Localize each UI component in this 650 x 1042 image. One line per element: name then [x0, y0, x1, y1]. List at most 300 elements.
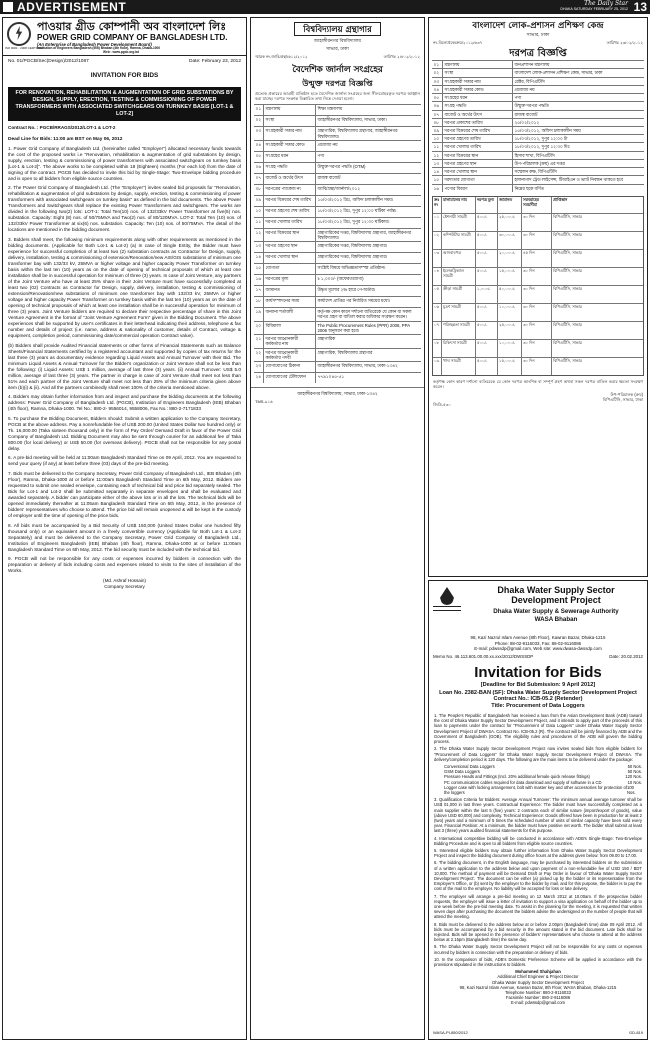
dwasa-paragraph: 7. The employer will arrange a pre-bid meeting on 12 March 2012 at 10.00am. If the prospective bidder requests, the employer will issue a letter of invitation to support a visa application on behalf of the bidder up to one week before the pre-bid meeting date. To assist in the planning for the meeting, it is requested that written seven days after purchasing the document the bidders advise the undersigned on the number of people that will attend the meeting.: [434, 893, 642, 920]
row-value: হিসাব শাখা, বিপিএটিসি: [512, 152, 644, 159]
row-label: বাজেট ও অর্থের উৎস: [442, 111, 512, 118]
dwasa-signature-name: Mohammed Shahjahan: [515, 969, 561, 975]
pgcb-body: [3, 143, 246, 590]
water-drop-logo-icon: [433, 587, 461, 611]
row-value: হালনাগাদ ট্রেড লাইসেন্স, টিআইএন ও ভ্যাট নিবন্ধন থাকতে হবে: [512, 176, 644, 183]
row-label: পণ্যের বিবরণ: [442, 185, 512, 192]
row-label: সংগ্রহকারী সত্তার নাম: [442, 78, 512, 85]
table-row: [432, 77, 644, 85]
table-row: [254, 184, 421, 195]
dwasa-bhaban: WASA Bhaban: [534, 616, 578, 623]
pgcb-banner: FOR RENOVATION, REHABILITATION & AUGMENTATION OF GRID SUBSTATIONS BY DESIGN, SUPPLY, ERECTION, TESTING & COMMISSIONING OF POWER TRANSFORMERS WITH ASSOCIATED SWITCHGEARS ON TURNKEY BASIS [LOT-1 & LOT-2]: [8, 87, 241, 122]
row-label: দরদাতার যোগ্যতা: [442, 176, 512, 183]
row-number: ১৭: [255, 287, 262, 293]
table-row: [432, 142, 644, 150]
row-value: কার্যাদেশ প্রাপ্তির পর নির্ধারিত সময়ের মধ্যে।: [315, 297, 421, 307]
page-number: 13: [633, 0, 647, 14]
pgcb-website: Web : www.pgcb.org.bd: [103, 50, 140, 54]
row-value: রাজস্ব বাজেট: [315, 174, 421, 184]
pgcb-paragraph: 2. The Power Grid Company of Bangladesh Ltd. (The "Employer") invites sealed bid proposals for "Renovation, rehabilitation & augmentation of grid substations by design, supply, erection, testing & commissioning of power transformers with associated switchgears on turnkey basis" as defined in the bid documents. The above Power Transformers and Switchgears shall replace the existing Power Transformers and switchgears. The works are divided in the following two(2) lots: LOT-1: Total Ten(10) nos. of 132/33kV Power Transformer at five(5) nos. substation. Capacity: Eight (8) nos. of 50/75MVA and Two(2) nos. of 80/120MVA. LOT-2: Total Ten (10) nos. of 132/33kV Power Transformer at six(6) nos. substation. Capacity: Ten (10) nos. of 50/75MVA. The detail of the locations are mentioned in the bidding document.: [8, 185, 241, 233]
column-header: জামানত: [497, 197, 521, 213]
item-name: Pressure Heads and Fittings (Incl. 20% additional female quick release fittings): [444, 774, 590, 780]
row-label: দরপত্র প্রকাশের তারিখ: [442, 119, 512, 126]
bpatc-signature: [429, 392, 647, 402]
table-cell: ৩০,০০০/-: [497, 232, 521, 249]
dwasa-items-list: [444, 764, 642, 795]
row-value: ১৮/০৩/২০১২, দুপুর ১২:০০ টা: [512, 135, 644, 142]
pgcb-paragraph: 7. Bids must be delivered to the Company Secretary, Power Grid Company of Bangladesh Ltd., IEB Bhaban (4th Floor), Ramna, Dhaka-1000 at or before 11:00am Bangladesh Standard Time on 6th May, 2012. Bidders are requested to submit one sealed envelope, containing each of technical bid and price bid separately sealed. The Bids for Lot-1 and Lot-2 shall be submitted separately in separate envelopes and shall be evaluated and awarded separately. A bidder can participate either of the above lots or in all the lots. The technical bids will be opened immediately thereafter at 11:05am Bangladesh Standard Time on 6th May, 2012, in the presence of bidders' representatives who choose to attend. The price bid will remain unopened & will be kept in the custody of employer until the time of opening of the price bids.: [8, 470, 241, 518]
row-number: ১০: [255, 207, 262, 213]
row-value: গ্রন্থাগারিক, বিশ্ববিদ্যালয় গ্রন্থাগার, জাহাঙ্গীরনগর বিশ্ববিদ্যালয়।: [315, 127, 421, 139]
table-row: [432, 110, 644, 118]
table-cell: খাদ্য সামগ্রী: [441, 358, 475, 375]
table-row: [254, 140, 421, 151]
dwasa-deadline: [Deadline for Bid Submission: 9 April 2012]: [480, 681, 596, 688]
table-cell: ২৫,০০০/-: [497, 214, 521, 231]
dwasa-paragraph: 8. Bids must be delivered to the address below at or before 2.00pm (Bangladesh time) date 09 April 2012. All bids must be accompanied by a bid security in the amount stated in the bid document. Late bids shall be rejected. Bids will be opened in the presence of bidders' representatives who choose to attend at the address below at 2.15pm (Bangladesh time) the same day.: [434, 921, 642, 943]
row-value: বাংলাদেশ লোক-প্রশাসন প্রশিক্ষণ কেন্দ্র, সাভার, ঢাকা: [512, 69, 644, 76]
bpatc-advertisement: [428, 17, 648, 577]
row-label: জামানত: [263, 286, 315, 296]
dwasa-memo: Memo No. 46.113.601.00.00.xx.xxx/2012/DWSSDP: [433, 654, 534, 660]
table-cell: ইলেকট্রিক্যাল সামগ্রী: [441, 268, 475, 285]
bpatc-meta: [429, 38, 647, 46]
item-name: PC communication cables required for data download and supply of software in a CD: [444, 779, 602, 785]
dwasa-signature-email: E-mail: pdwssdp@gmail.com: [510, 1000, 566, 1006]
university-footer: জাহাঙ্গীরনগর বিশ্ববিদ্যালয়, সাভার, ঢাকা-১৩৪২: [251, 387, 424, 399]
dwasa-loan: Loan No. 2382-BAN (SF): Dhaka Water Supply Sector Development Project: [439, 689, 637, 696]
row-number: ১৪: [255, 254, 262, 260]
table-cell: ৫০০/-: [475, 358, 497, 375]
pgcb-name-english: POWER GRID COMPANY OF BANGLADESH LTD.: [37, 33, 228, 42]
dwasa-signature-org: Dhaka Water Supply Sector Development Project: [492, 979, 584, 985]
university-address-1: জাহাঙ্গীরনগর বিশ্ববিদ্যালয়: [313, 38, 362, 44]
row-label: মন্ত্রণালয়: [442, 61, 512, 68]
row-number: ০৮: [433, 119, 440, 125]
row-value: ২৫/০২/২০১২: [512, 119, 644, 126]
university-subtitle: উন্মুক্ত দরপত্র বিজ্ঞপ্তি: [302, 78, 373, 89]
pgcb-signature-title: Company Secretary: [104, 584, 145, 589]
row-value: গ্রন্থাগারিক: [315, 335, 421, 347]
university-ad-code: TMS-৯১৬: [255, 399, 273, 405]
row-label: দরপত্র গ্রহণের তারিখ: [442, 135, 512, 142]
bpatc-date: তারিখঃ ২৩/০২/২০১২: [606, 40, 643, 46]
row-value: উপ-পরিচালক (ক্রয়) এর দপ্তর: [512, 160, 644, 167]
row-number: ০৬: [433, 103, 440, 109]
university-meta: [251, 51, 424, 60]
page-header: [0, 0, 650, 14]
row-number: ১৫: [255, 265, 262, 271]
row-number: ১৩: [255, 243, 262, 249]
row-value: প্রযোজ্য নয়: [512, 86, 644, 93]
table-cell: ০৪: [434, 267, 440, 273]
dwasa-paragraph: 3. Qualification Criteria for Bidders: Average Annual Turnover: The minimum annual average turnover shall be US$ 01,000 in last three years. Contractual Experience: The bidder must have successfully completed as a main supplier within the last 5 (five) years: 2 contracts each of similar nature (import/export of goods), value (above USD 60,000) and complexity. Technical Experience: Goods offered have been in production for at least 2 (two) years and a minimum of 5 times the scheduled number of units of similar capacity have been sold every year. Financial Position: At a minimum, the bidder must have positive net worth. The bidder shall submit at least last 3 (three) years audited financial statements for this purpose.: [434, 797, 642, 834]
row-label: যোগ্যতা: [263, 264, 315, 274]
table-row: [433, 357, 643, 375]
table-row: [432, 126, 644, 134]
row-label: দরপত্র খোলার তারিখ: [263, 218, 315, 228]
row-value: ১৮/০৩/২০১২ খ্রিঃ, দুপুর ১২:০০ ঘটিকা পর্যন্ত।: [315, 207, 421, 217]
dwasa-project-name: Dhaka Water Supply Sector Development Project: [497, 585, 615, 606]
dwasa-signature-phone: Telephone Number: 880-2-9116033: [505, 990, 571, 996]
row-label: বিধিমালা: [263, 322, 315, 334]
table-cell: আসবাবপত্র: [441, 250, 475, 267]
table-cell: ৫০০/-: [475, 304, 497, 321]
table-row: [254, 126, 421, 139]
row-value: জাবি/গ্রন্থা/জার্নাল/২০১২: [315, 185, 421, 195]
table-row: [432, 167, 644, 175]
table-cell: বিপিএটিসি, সাভার: [551, 214, 643, 231]
table-row: [254, 151, 421, 162]
row-number: ২১: [255, 336, 262, 342]
table-cell: ০৫: [434, 285, 440, 291]
table-row: [254, 307, 421, 320]
table-cell: চিকিৎসা সামগ্রী: [441, 340, 475, 357]
item-name: Conventional Data Loggers: [444, 763, 495, 769]
table-header-row: [433, 197, 643, 213]
row-label: সংগ্রহ পদ্ধতি: [442, 102, 512, 109]
row-label: দরপত্র আহ্বানকারী কর্মকর্তার পদবী: [263, 349, 315, 361]
row-value: ৭৭৯১০৪৫-৫১: [315, 373, 421, 383]
row-number: ২৩: [255, 363, 262, 369]
bpatc-signature-org: বিপিএটিসি, সাভার, ঢাকা: [602, 396, 643, 402]
row-value: পণ্য: [315, 152, 421, 162]
row-value: জাহাঙ্গীরনগর বিশ্ববিদ্যালয়, সাভার, ঢাকা।: [315, 116, 421, 126]
pgcb-paragraph: 3. Bidders shall meet, the following minimum requirements along with other requirements as mentioned in the bidding documents. (Applicable for Both Lot-1 & Lot-2) (a) In case of Single Entity, the Bidder must have experience for successful completion of at least two (2) substation contracts as Contractor for Design, supply, delivery, installation, testing & commissioning of extension/Renovation/new AIS/GIS substations of minimum one transformer bay with 132/33 kV, 25MVA or higher voltage and higher capacity Power Transformer on turnkey basis within the last ten (10) years as on the date of opening of technical proposals of which at least one installation shall be in successful operation for minimum of three (3) years. In case of Joint Venture, any partners of the Joint Venture who have at least 25% share in their Joint Venture must have successfully completed at least two (02) Contracts as Contractor for Design, supply, delivery, installation, testing & commissioning of extension/Renovation/new substations of minimum one transformer bay with 132/33 kV, 25MVA or higher voltage and higher capacity Power Transformer on turnkey basis within the last ten (10) years as on the date of opening of technical proposals of which at least one installation shall be in successful operation for minimum of three (3) years. Joint Venture bidders are required to declare their respective percentage of share in this Joint Venture Agreement in the format of "Joint Venture Agreement Form" given in the Bidding Document. The above experiences shall be supported by user's certificates in their letterhead indicating their address, telephone & fax number and details of project (i.e. name, address & nationality of customer, details of Contract, voltage & equipment, completion period, commissioning date/commercial operation Contract value).: [8, 236, 241, 339]
row-number: ০৫: [433, 95, 440, 101]
dwasa-signature: [434, 969, 642, 1005]
row-value: গ্রন্থাগারিকের দপ্তর, বিশ্ববিদ্যালয় গ্রন্থাগার, জাহাঙ্গীরনগর বিশ্ববিদ্যালয়।: [315, 229, 421, 241]
row-number: ০১: [433, 62, 440, 68]
bpatc-items-table: [432, 196, 644, 376]
row-label: কার্যসম্পাদনের সময়: [263, 297, 315, 307]
pgcb-advertisement: [2, 17, 247, 1040]
dwasa-paragraph: 9. The Dhaka Water Supply Sector Development Project will not be responsible for any costs or expenses incurred by bidders in connection with the preparation or delivery of bids.: [434, 944, 642, 955]
row-number: ১১: [433, 144, 440, 150]
row-value: উদ্ধৃত মূল্যের ২% হারে পে-অর্ডার।: [315, 286, 421, 296]
bpatc-address: সাভার, ঢাকা: [526, 32, 550, 38]
pgcb-paragraph: 5. To purchase the Bidding Document, Bidders should: Submit a written application to the Company Secretary, PGCB at the above address. Pay a nonrefundable fee of US$ 200.00 (United States Dollar two hundred only) or Tk. 16,000.00 (Taka sixteen thousand only) in the form of Pay Order/ Demand Draft in favor of the Power Grid Company of Bangladesh Ltd. Bidding Document may also be sent through courier for an additional fee of Taka 800.00 (for local delivery) or US$ 50.00 (for overseas delivery). PGCB shall not be responsible for any postal delay.: [8, 415, 241, 451]
row-value: The Public Procurement Rules (PPR) 2008, PPA 2006 অনুসরণ করা হবে।: [315, 322, 421, 334]
table-row: [433, 213, 643, 231]
row-label: দরপত্রের মূল্য: [263, 275, 315, 285]
table-cell: বিপিএটিসি, সাভার: [551, 250, 643, 267]
row-value: পণ্য: [512, 94, 644, 101]
pgcb-paragraph: 9. PGCB will not be responsible for any costs or expenses incurred by bidders in connection with the preparation or delivery of bids including costs and expenses related to visits to the sites of installation of the Works.: [8, 556, 241, 574]
dwasa-authority: Dhaka Water Supply & Sewerage Authority: [493, 608, 619, 615]
table-row: [254, 321, 421, 334]
dwasa-subject: Title: Procurement of Data Loggers: [491, 703, 585, 710]
row-number: ২২: [255, 349, 262, 355]
row-number: ১২: [433, 152, 440, 158]
table-row: [432, 184, 644, 192]
row-number: ১৫: [433, 177, 440, 183]
row-value: জাহাঙ্গীরনগর বিশ্ববিদ্যালয়, সাভার, ঢাকা-১৩৪২: [315, 362, 421, 372]
table-row: [254, 348, 421, 361]
table-row: [254, 195, 421, 206]
table-cell: ২০,০০০/-: [497, 250, 521, 267]
row-number: ১৬: [433, 185, 440, 191]
row-number: ০১: [255, 106, 262, 112]
row-number: ১২: [255, 229, 262, 235]
bpatc-name: বাংলাদেশ লোক-প্রশাসন প্রশিক্ষণ কেন্দ্র: [472, 21, 604, 31]
dwasa-email: E-mail: pdwssdp@gmail.com, Web site: www.dwasa-dwssdp.com: [474, 646, 602, 652]
row-label: বাজেট ও অর্থের উৎস: [263, 174, 315, 184]
table-row: [433, 249, 643, 267]
row-number: ০৩: [433, 78, 440, 84]
table-cell: ০৯: [434, 357, 440, 363]
table-row: [254, 104, 421, 115]
table-row: [254, 274, 421, 285]
table-row: [254, 372, 421, 383]
column-header: মালামালের নাম: [441, 197, 475, 213]
item-quantity: 100 Nos.: [626, 784, 636, 795]
bpatc-tender-table: [429, 60, 647, 192]
pgcb-address: Institution of Engineers Bangladesh (IEB) Bhaban (4th floor), Ramna, Dhaka-1000: [37, 46, 161, 50]
masthead: The Daily Star: [584, 0, 628, 7]
row-label: সংগ্রহের ধরন: [442, 94, 512, 101]
table-cell: পরিচ্ছন্নতা সামগ্রী: [441, 322, 475, 339]
row-number: ০৭: [255, 174, 262, 180]
row-label: দরপত্র খোলার স্থান: [442, 168, 512, 175]
table-cell: ৫০০/-: [475, 250, 497, 267]
university-date: তারিখঃ ২৪/০২/২০১২: [383, 54, 420, 60]
table-cell: ৫০০/-: [475, 322, 497, 339]
iso-certification: ISO 9001 : 2008 CERTIFIED: [5, 46, 44, 50]
item-quantity: 10 Nos.: [627, 779, 642, 785]
table-row: [433, 285, 643, 303]
row-label: সংগ্রহ পদ্ধতি: [263, 163, 315, 173]
row-label: সংগ্রহকারী সত্তার নাম: [263, 127, 315, 139]
dwasa-signature-title: Additional Chief Engineer & Project Director: [497, 974, 579, 980]
row-label: দরপত্র বিক্রয়ের শেষ তারিখ: [263, 196, 315, 206]
table-row: [432, 175, 644, 183]
row-number: ০৮: [255, 185, 262, 191]
table-cell: ০৬: [434, 303, 440, 309]
row-number: ১০: [433, 136, 440, 142]
dwasa-contact: Phone: 88-02-9116033, Fax: 88-02-9116086: [494, 640, 582, 646]
row-number: ০৯: [433, 128, 440, 134]
table-cell: বিপিএটিসি, সাভার: [551, 340, 643, 357]
item-quantity: 50 Nos.: [627, 763, 642, 769]
dwasa-paragraph: 2. The Dhaka Water Supply Sector Development Project now invites sealed bids from eligible bidders for "Procurement of Data Loggers" for Dhaka Water Supply Sector Development Project of DWASA. The delivery/completion period is 120 days. The following are the main items to be delivered under the package:: [434, 746, 642, 762]
pgcb-title: INVITATION FOR BIDS: [90, 71, 159, 79]
pgcb-paragraph: 8. All bids must be accompanied by a Bid Security of US$ 150,000 (United States Dollar one hundred fifty thousand only) or an equivalent amount in a freely convertible currency (Applicable for Both Lot-1 & Lot-2 Separately) and must be delivered to the Company Secretary, Power Grid Company of Bangladesh Ltd., Institution of Engineers Bangladesh (IEB) Bhaban (4th floor), Ramna, Dhaka-1000 at or before 11:00am Bangladesh Standard Time on 6th May, 2012. The bid security must be included with the technical bid.: [8, 522, 241, 552]
table-cell: কম্পিউটার সামগ্রী: [441, 232, 475, 249]
table-row: [254, 252, 421, 263]
row-number: ০৬: [255, 163, 262, 169]
dwasa-ad-codes: [429, 1030, 647, 1037]
row-value: শিক্ষা মন্ত্রণালয়: [315, 105, 421, 115]
list-item: [444, 785, 642, 795]
table-cell: মুদ্রণ সামগ্রী: [441, 304, 475, 321]
row-label: সংস্থা: [263, 116, 315, 126]
dwasa-header: [429, 581, 647, 635]
row-label: দরপত্র গ্রহণের স্থান: [263, 242, 315, 252]
table-cell: বিপিএটিসি, সাভার: [551, 232, 643, 249]
table-row: [254, 296, 421, 307]
table-cell: ০২: [434, 231, 440, 237]
table-row: [254, 361, 421, 372]
table-row: [254, 115, 421, 126]
row-number: ০২: [255, 117, 262, 123]
table-cell: ০৩: [434, 249, 440, 255]
university-tender-table: [251, 104, 424, 383]
table-cell: ৩০ দিন: [521, 304, 551, 321]
table-row: [432, 101, 644, 109]
table-cell: ৩০ দিন: [521, 232, 551, 249]
row-value: ১৫/০৩/২০১২, অফিস চলাকালীন সময়: [512, 127, 644, 134]
row-number: ১৬: [255, 276, 262, 282]
table-row: [254, 334, 421, 347]
table-row: [432, 68, 644, 76]
table-row: [432, 118, 644, 126]
row-number: ০৭: [433, 111, 440, 117]
pgcb-paragraph: 4. Bidders may obtain further information from and inspect and purchase the bidding documents at the following address: Power Grid Company of Bangladesh Ltd. (PGCB), Institution of Engineers Bangladesh (IEB) Bhaban (4th floor), Ramna, Dhaka-1000. Tel No.: 880-2- 9556014, 9558006, Fax No.: 880-2-7171833: [8, 394, 241, 412]
row-number: ০৯: [255, 196, 262, 202]
row-number: ১৪: [433, 169, 440, 175]
row-label: দরপত্র খোলার তারিখ: [442, 143, 512, 150]
pgcb-deadline: Dead Line for Bids: 11:00 am BST on May 06, 2012: [8, 136, 123, 142]
row-number: ০৫: [255, 152, 262, 158]
row-number: ০৪: [433, 86, 440, 92]
row-value: ১৮/০৩/২০১২ খ্রিঃ, দুপুর ১২:৩০ ঘটিকায়।: [315, 218, 421, 228]
row-number: ০৪: [255, 141, 262, 147]
table-row: [432, 151, 644, 159]
row-value: নিম্নের ছকে বর্ণিত: [512, 185, 644, 192]
table-row: [254, 162, 421, 173]
dateline: DHAKA SATURDAY FEBRUARY 25, 2012: [560, 7, 628, 11]
pgcb-reference: No. 01/PGCB/Sec(Design)/2012/1087: [8, 59, 89, 64]
dwasa-contract: Contract No.: ICB-05.2 (Retender): [493, 696, 583, 703]
dwasa-advertisement: [428, 580, 648, 1040]
row-value: রেক্টর, বিপিএটিসি: [512, 78, 644, 85]
table-cell: ৪৫ দিন: [521, 250, 551, 267]
table-cell: ২৫,০০০/-: [497, 322, 521, 339]
table-row: [433, 321, 643, 339]
table-cell: ষ্টেশনারী সামগ্রী: [441, 214, 475, 231]
dwasa-address: 98, Kazi Nazrul Islam Avenue (8th Floor), Kawran Bazar, Dhaka-1215: [470, 635, 606, 640]
row-value: প্রযোজ্য নয়: [315, 141, 421, 151]
item-quantity: 50 Nos.: [627, 769, 642, 775]
table-row: [254, 228, 421, 241]
table-cell: ৩০ দিন: [521, 214, 551, 231]
row-value: গ্রন্থাগারিকের দপ্তর, বিশ্ববিদ্যালয় গ্রন্থাগার।: [315, 242, 421, 252]
dwasa-paragraph: 6. The bidding document, in the English language, may be purchased by interested bidders on the submission of a written application to the address below and upon payment of a non-refundable fee of USD 150 / BDT 10,000. The method of payment will be Demand Draft or Pay Order in favour of 'Dhaka Water Supply Sector Development Project'. The document can be either (a) picked up by the bidder or its representative from the Employer's Office, or (b) sent by the employer to the bidder by mail, and for this purpose, the bidder is to pay the cost of the mail to the employer. No liability will be accepted for loss or late delivery.: [434, 860, 642, 892]
table-cell: ১০,০০০/-: [497, 340, 521, 357]
dwasa-date: Date: 20.02.2012: [609, 654, 643, 660]
table-row: [254, 217, 421, 228]
dwasa-paragraph: 5. Interested eligible bidders may obtain further information from Dhaka Water Supply Sector Development Project and inspect the bidding document during office hours at the address given below: from 09.00 to 17.00.: [434, 847, 642, 859]
row-number: ১১: [255, 218, 262, 224]
table-cell: ৩০ দিন: [521, 358, 551, 375]
table-cell: বিপিএটিসি, সাভার: [551, 268, 643, 285]
university-reference: স্মারক নং-জাবি/গ্রন্থা/৬১২/২০১২: [255, 54, 308, 60]
bpatc-header: [429, 18, 647, 38]
pgcb-header: [3, 18, 246, 56]
row-number: ০২: [433, 70, 440, 76]
row-label: সংগ্রহকারী সত্তার কোড: [263, 141, 315, 151]
pgcb-signature-name: (Md. Ashraf Hossain): [103, 578, 146, 584]
table-cell: ৫০০/-: [475, 340, 497, 357]
row-label: যোগাযোগের ঠিকানা: [263, 362, 315, 372]
table-row: [432, 93, 644, 101]
row-value: ১৮/০৩/২০১২, দুপুর ১২:৩০ মিঃ: [512, 143, 644, 150]
dwasa-signature-fax: Facsimile Number: 880-2-9116086: [505, 995, 571, 1001]
item-quantity: 120 Nos.: [625, 774, 642, 780]
column-header: ক্রঃ নং: [434, 196, 440, 207]
table-cell: ৫০০/-: [475, 268, 497, 285]
row-value: সংশ্লিষ্ট বিষয়ে অভিজ্ঞতাসম্পন্ন প্রতিষ্ঠান।: [315, 264, 421, 274]
row-value: উন্মুক্ত দরপত্র পদ্ধতি (OTM): [315, 163, 421, 173]
bpatc-note: কর্তৃপক্ষ কোন কারণ দর্শানো ব্যতিরেকে যে কোন দরপত্র আংশিক বা সম্পূর্ণ গ্রহণ অথবা সকল দরপত্র বাতিল করার ক্ষমতা সংরক্ষণ করেন।: [433, 378, 643, 389]
row-number: ১৯: [255, 309, 262, 315]
university-header: [251, 18, 424, 51]
pgcb-subtitle: (An Enterprise of Bangladesh Power Development Board): [37, 42, 152, 47]
table-row: [254, 263, 421, 274]
university-name: বিশ্ববিদ্যালয় গ্রন্থাগার: [294, 22, 380, 36]
table-row: [432, 134, 644, 142]
table-row: [433, 231, 643, 249]
university-library-advertisement: [250, 17, 425, 1040]
item-name: Logger case with locking arrangement, bolt with master key and other accessories for protection of the loggers: [444, 784, 627, 795]
dwasa-body: [429, 710, 647, 1006]
dwasa-ad-code-right: GD-819: [628, 1030, 643, 1036]
dwasa-paragraph: 1. The People's Republic of Bangladesh has received a loan from the Asian Development Bank (ADB) toward the cost of Dhaka Water Supply Sector Development Project, and it intends to apply part of the proceeds of this loan to payments under the contract for "Procurement of Data Loggers" under Dhaka Water Supply Sector Development Project of DWASA. Contract No. ICB-05.2 (R). The contract will be jointly financed by ADB and the Government of Bangladesh (GOB). The eligibility rules and procedures of the ADB will govern the bidding process.: [434, 713, 642, 745]
row-label: যোগাযোগের টেলিফোন: [263, 373, 315, 383]
row-label: দরপত্র খোলার স্থান: [263, 253, 315, 263]
section-title: ADVERTISEMENT: [17, 0, 127, 14]
row-number: ১৮: [255, 298, 262, 304]
pgcb-name-bangla: পাওয়ার গ্রীড কোম্পানী অব বাংলাদেশ লিঃ: [37, 20, 227, 33]
table-row: [432, 159, 644, 167]
table-row: [254, 206, 421, 217]
row-label: অন্যান্য শর্তাবলী: [263, 308, 315, 320]
column-header: দরপত্র মূল্য: [475, 197, 497, 213]
row-label: দরপত্র গ্রহণের স্থান: [442, 160, 512, 167]
pgcb-contract-number: Contract No. : PGCB/RRAGS/2012/LOT-1 & LOT-2: [8, 125, 116, 131]
table-row: [432, 60, 644, 68]
table-row: [433, 339, 643, 357]
item-name: GSM Data Loggers: [444, 769, 480, 775]
row-number: ০৩: [255, 128, 262, 134]
bpatc-title: দরপত্র বিজ্ঞপ্তি: [509, 47, 567, 59]
bpatc-reference: নং-বিলোপ্রকে/ক্রয়/২০১২/৬৩৭: [433, 40, 483, 46]
pgcb-date: Date: February 23, 2012: [189, 59, 241, 64]
table-cell: ক্রীড়া সামগ্রী: [441, 286, 475, 303]
column-header: প্রাপ্তিস্থান: [551, 197, 643, 213]
dwasa-title: Invitation for Bids: [474, 663, 602, 681]
bpatc-ad-code: জিডি-৫৩০: [433, 401, 451, 407]
table-cell: ৫০০/-: [475, 232, 497, 249]
table-row: [433, 267, 643, 285]
dwasa-ad-code-left: WASA-PI-850/2012: [433, 1030, 468, 1036]
university-intro: প্রত্যেক প্রকারের আগ্রহী প্রতিষ্ঠান হতে বৈদেশিক জার্নাল সংগ্রহের জন্য সীলমোহরকৃত দরপত্র আহ্বান করা যাচ্ছে। দরপত্র সংক্রান্ত বিস্তারিত তথ্য নিম্নে দেওয়া হলো।: [255, 91, 420, 102]
row-value: গ্রন্থাগারিকের দপ্তর, বিশ্ববিদ্যালয় গ্রন্থাগার।: [315, 253, 421, 263]
column-header: সরবরাহের সময়সীমা: [521, 197, 551, 213]
table-cell: বিপিএটিসি, সাভার: [551, 322, 643, 339]
table-cell: ৩০ দিন: [521, 286, 551, 303]
row-value: কর্তৃপক্ষ কোন কারণ দর্শানো ব্যতিরেকে যে কোন বা সকল দরপত্র গ্রহণ বা বাতিল করার অধিকার সংরক্ষণ করেন।: [315, 308, 421, 320]
dwasa-paragraph: 4. International competitive bidding will be conducted in accordance with ADB's Single-Stage: Two-Envelope Bidding Procedure and is open to all bidders from eligible source countries.: [434, 835, 642, 846]
row-number: ১৩: [433, 160, 440, 166]
row-label: দরপত্র বিক্রয়ের শেষ তারিখ: [442, 127, 512, 134]
pgcb-paragraph: 6. A pre-bid meeting will be held at 11:00am Bangladesh Standard Time on 09 April, 2012. You are requested to send your query (if any) at least before three (03) days of the pre-bid meeting.: [8, 455, 241, 467]
table-cell: ১৫,০০০/-: [497, 358, 521, 375]
table-row: [254, 173, 421, 184]
table-cell: ১০,০০০/-: [497, 304, 521, 321]
dwasa-paragraph: 10. In the comparison of bids, ADB's Domestic Preference Scheme will be applied in accordance with the provisions stipulated in the instructions to bidders.: [434, 956, 642, 968]
